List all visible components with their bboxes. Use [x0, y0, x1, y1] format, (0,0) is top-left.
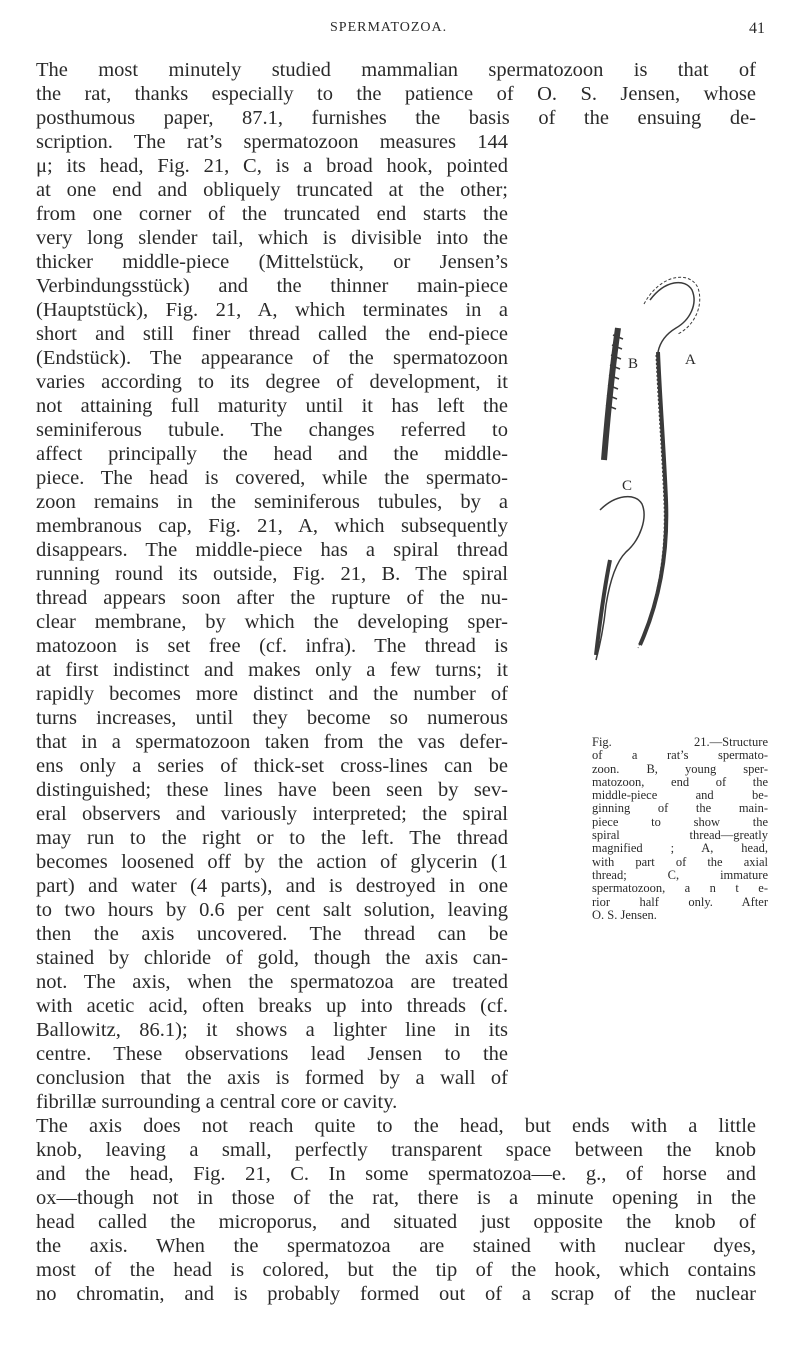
figure-caption: [592, 736, 768, 922]
text-line: may run to the right or to the left. The thread: [36, 827, 508, 849]
running-head: [0, 20, 801, 40]
text-line: very long slender tail, which is divisible into the: [36, 227, 508, 249]
caption-line: Fig. 21.—Structure: [592, 735, 768, 749]
text-line: (Endstück). The appearance of the spermatozoon: [36, 347, 508, 369]
caption-line: rior half only. After: [592, 894, 768, 909]
caption-line: zoon. B, young sper-: [592, 761, 768, 776]
page-number: 41: [749, 20, 765, 37]
text-line: thread appears soon after the rupture of the nu-: [36, 587, 508, 609]
text-line: scription. The rat’s spermatozoon measures 144: [36, 131, 508, 153]
text-line: Verbindungsstück) and the thinner main-piece: [36, 275, 508, 297]
text-line: with acetic acid, often breaks up into threads (cf.: [36, 995, 508, 1017]
text-line: to two hours by 0.6 per cent salt solution, leaving: [36, 899, 508, 921]
text-line: conclusion that the axis is formed by a wall of: [36, 1067, 508, 1089]
text-line: piece. The head is covered, while the spermato-: [36, 467, 508, 489]
caption-line: thread; C, immature: [592, 867, 768, 882]
text-line: The axis does not reach quite to the head, but ends with a little: [36, 1115, 756, 1137]
spermatozoon-illustration: [500, 260, 760, 680]
text-line: (Hauptstück), Fig. 21, A, which terminates in a: [36, 299, 508, 321]
text-line: Ballowitz, 86.1); it shows a lighter line in its: [36, 1019, 508, 1041]
text-line: fibrillæ surrounding a central core or cavity.: [36, 1091, 398, 1113]
text-line: knob, leaving a small, perfectly transparent space between the knob: [36, 1139, 756, 1161]
text-line: μ; its head, Fig. 21, C, is a broad hook, pointed: [36, 155, 508, 177]
text-line: ox—though not in those of the rat, there is a minute opening in the: [36, 1187, 756, 1209]
text-line: membranous cap, Fig. 21, A, which subsequently: [36, 515, 508, 537]
text-line: seminiferous tubule. The changes referred to: [36, 419, 508, 441]
text-line: running round its outside, Fig. 21, B. The spiral: [36, 563, 508, 585]
caption-line: magnified ; A, head,: [592, 841, 768, 856]
text-line: short and still finer thread called the end-piece: [36, 323, 508, 345]
text-line: posthumous paper, 87.1, furnishes the basis of the ensuing de-: [36, 107, 756, 129]
text-line: ens only a series of thick-set cross-lines can be: [36, 755, 508, 777]
text-line: part) and water (4 parts), and is destroyed in one: [36, 875, 508, 897]
text-line: stained by chloride of gold, though the axis can-: [36, 947, 508, 969]
caption-line: matozoon, end of the: [592, 774, 768, 789]
figure-label-b: B: [628, 356, 639, 372]
figure-label-a: A: [685, 352, 696, 368]
caption-line: middle-piece and be-: [592, 788, 768, 803]
caption-line: ginning of the main-: [592, 801, 768, 816]
caption-line: O. S. Jensen.: [592, 907, 657, 922]
text-line: not. The axis, when the spermatozoa are treated: [36, 971, 508, 993]
running-head-title: SPERMATOZOA.: [330, 20, 448, 35]
text-line: and the head, Fig. 21, C. In some spermatozoa—e. g., of horse and: [36, 1163, 756, 1185]
text-line: affect principally the head and the middle-: [36, 443, 508, 465]
text-line: distinguished; these lines have been seen by sev-: [36, 779, 508, 801]
text-line: zoon remains in the seminiferous tubules, by a: [36, 491, 508, 513]
text-line: becomes loosened off by the action of glycerin (1: [36, 851, 508, 873]
caption-line: with part of the axial: [592, 854, 768, 869]
text-line: at one end and obliquely truncated at the other;: [36, 179, 508, 201]
text-line: head called the microporus, and situated just opposite the knob of: [36, 1211, 756, 1233]
text-line: The most minutely studied mammalian spermatozoon is that of: [36, 59, 756, 81]
text-line: most of the head is colored, but the tip of the hook, which contains: [36, 1259, 756, 1281]
text-line: varies according to its degree of development, it: [36, 371, 508, 393]
text-line: the rat, thanks especially to the patience of O. S. Jensen, whose: [36, 83, 756, 105]
text-line: matozoon is set free (cf. infra). The thread is: [36, 635, 508, 657]
text-line: thicker middle-piece (Mittelstück, or Jensen’s: [36, 251, 508, 273]
figure-21: [500, 260, 760, 680]
text-line: eral observers and variously interpreted; the spiral: [36, 803, 508, 825]
text-line: rapidly becomes more distinct and the number of: [36, 683, 508, 705]
caption-line: spermatozoon, a n t e-: [592, 881, 768, 896]
caption-line: spiral thread—greatly: [592, 828, 768, 843]
text-line: the axis. When the spermatozoa are stained with nuclear dyes,: [36, 1235, 756, 1257]
figure-label-c: C: [622, 478, 633, 494]
text-line: centre. These observations lead Jensen to the: [36, 1043, 508, 1065]
text-line: disappears. The middle-piece has a spiral thread: [36, 539, 508, 561]
caption-line: of a rat’s spermato-: [592, 748, 768, 763]
caption-line: piece to show the: [592, 814, 768, 829]
text-line: turns increases, until they become so numerous: [36, 707, 508, 729]
text-line: no chromatin, and is probably formed out of a scrap of the nuclear: [36, 1283, 756, 1305]
text-line: not attaining full maturity until it has left the: [36, 395, 508, 417]
text-line: at first indistinct and makes only a few turns; it: [36, 659, 508, 681]
text-line: from one corner of the truncated end starts the: [36, 203, 508, 225]
text-line: then the axis uncovered. The thread can be: [36, 923, 508, 945]
text-line: that in a spermatozoon taken from the vas defer-: [36, 731, 508, 753]
text-line: clear membrane, by which the developing sper-: [36, 611, 508, 633]
